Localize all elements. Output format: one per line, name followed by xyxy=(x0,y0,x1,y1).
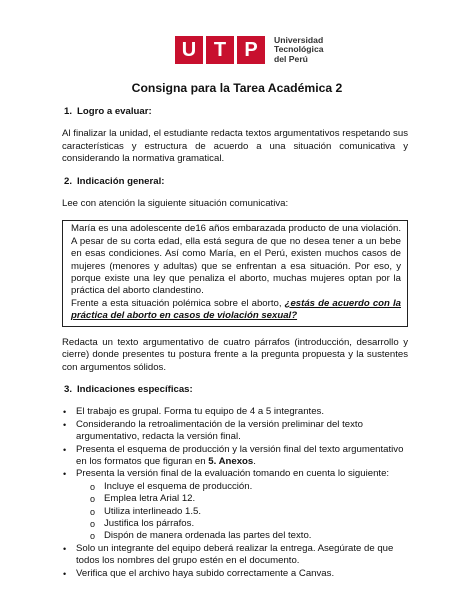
list-item: • Considerando la retroalimentación de la versión preliminar del texto argumentativo, redacta la versión final. xyxy=(63,418,363,443)
section-2-heading: 2. Indicación general: xyxy=(64,175,165,187)
bullet-icon: • xyxy=(63,469,67,480)
section-2-intro: Lee con atención la siguiente situación comunicativa: xyxy=(62,198,289,210)
utp-logo xyxy=(175,36,324,64)
situation-question-paragraph: Frente a esta situación polémica sobre el aborto, ¿estás de acuerdo con la práctica del aborto en casos de violación sexual? xyxy=(71,297,401,322)
sub-list-item: o Justifica los párrafos. xyxy=(90,517,195,529)
sub-list-item: o Emplea letra Arial 12. xyxy=(90,493,196,505)
section-1-text: Al finalizar la unidad, el estudiante redacta textos argumentativos respetando sus características y estructura de acuerdo a una situación comunicativa y considerando la normativa gramatical. xyxy=(62,128,408,165)
section-3-heading: 3. Indicaciones específicas: xyxy=(64,383,193,395)
section-1-heading: 1. Logro a evaluar: xyxy=(64,106,152,117)
list-item: • Presenta el esquema de producción y la versión final del texto argumentativo en los formatos que figuran en 5. Anexos. xyxy=(63,443,404,467)
document-body xyxy=(62,100,408,580)
bullet-icon: • xyxy=(63,543,67,554)
bullet-icon: • xyxy=(63,419,67,430)
format-requirements-list xyxy=(76,481,408,543)
situation-box xyxy=(62,220,408,326)
circle-bullet-icon: o xyxy=(90,481,96,492)
sub-list-item: o Utiliza interlineado 1.5. xyxy=(90,505,202,517)
logo-letter-p: P xyxy=(237,36,265,64)
situation-paragraph: María es una adolescente de16 años embarazada producto de una violación. A pesar de su corta edad, ella está segura de que no desea tener a un bebe en esas condiciones. Así como María, en el Perú, existen muchos casos de mujeres (menores y adultas) que se enfrentan a esa situación. Por eso, y porque existe una ley que penaliza el aborto, muchas mujeres optan por la práctica del aborto clandestino. xyxy=(71,223,401,297)
list-item: • Verifica que el archivo haya subido correctamente a Canvas. xyxy=(63,567,335,579)
logo-letter-t: T xyxy=(206,36,234,64)
situation-question: ¿estás de acuerdo con la práctica del aborto en casos de violación sexual? xyxy=(71,297,401,322)
section-2-text: Redacta un texto argumentativo de cuatro párrafos (introducción, desarrollo y cierre) donde presentes tu postura frente a la pregunta propuesta y la sustentes con argumentos sólidos. xyxy=(62,336,408,373)
sub-list-item: o Dispón de manera ordenada las partes del texto. xyxy=(90,530,312,542)
sub-list-item: o Incluye el esquema de producción. xyxy=(90,480,253,492)
list-item: • Solo un integrante del equipo deberá realizar la entrega. Asegúrate de que todos los nombres del grupo estén en el documento. xyxy=(63,542,394,567)
page-title: Consigna para la Tarea Académica 2 xyxy=(131,81,343,95)
circle-bullet-icon: o xyxy=(90,531,96,542)
circle-bullet-icon: o xyxy=(90,494,96,505)
specific-instructions-list xyxy=(62,406,408,580)
bullet-icon: • xyxy=(63,407,67,418)
bullet-icon: • xyxy=(63,444,67,455)
logo-letter-u: U xyxy=(175,36,203,64)
list-item: • Presenta la versión final de la evaluación tomando en cuenta lo siguiente: o Incluye el esquema de producción. o Emplea letra Arial 12. o Utiliza interlineado 1.5. o Justifica los párrafos. o Dispón de manera ordenada las partes del texto. xyxy=(62,468,408,542)
annex-reference: 5. Anexos xyxy=(208,455,254,467)
logo-university-name: Universidad Tecnológica del Perú xyxy=(274,34,324,64)
circle-bullet-icon: o xyxy=(90,518,96,529)
bullet-icon: • xyxy=(63,568,67,579)
list-item: • El trabajo es grupal. Forma tu equipo de 4 a 5 integrantes. xyxy=(63,406,324,418)
circle-bullet-icon: o xyxy=(90,506,96,517)
